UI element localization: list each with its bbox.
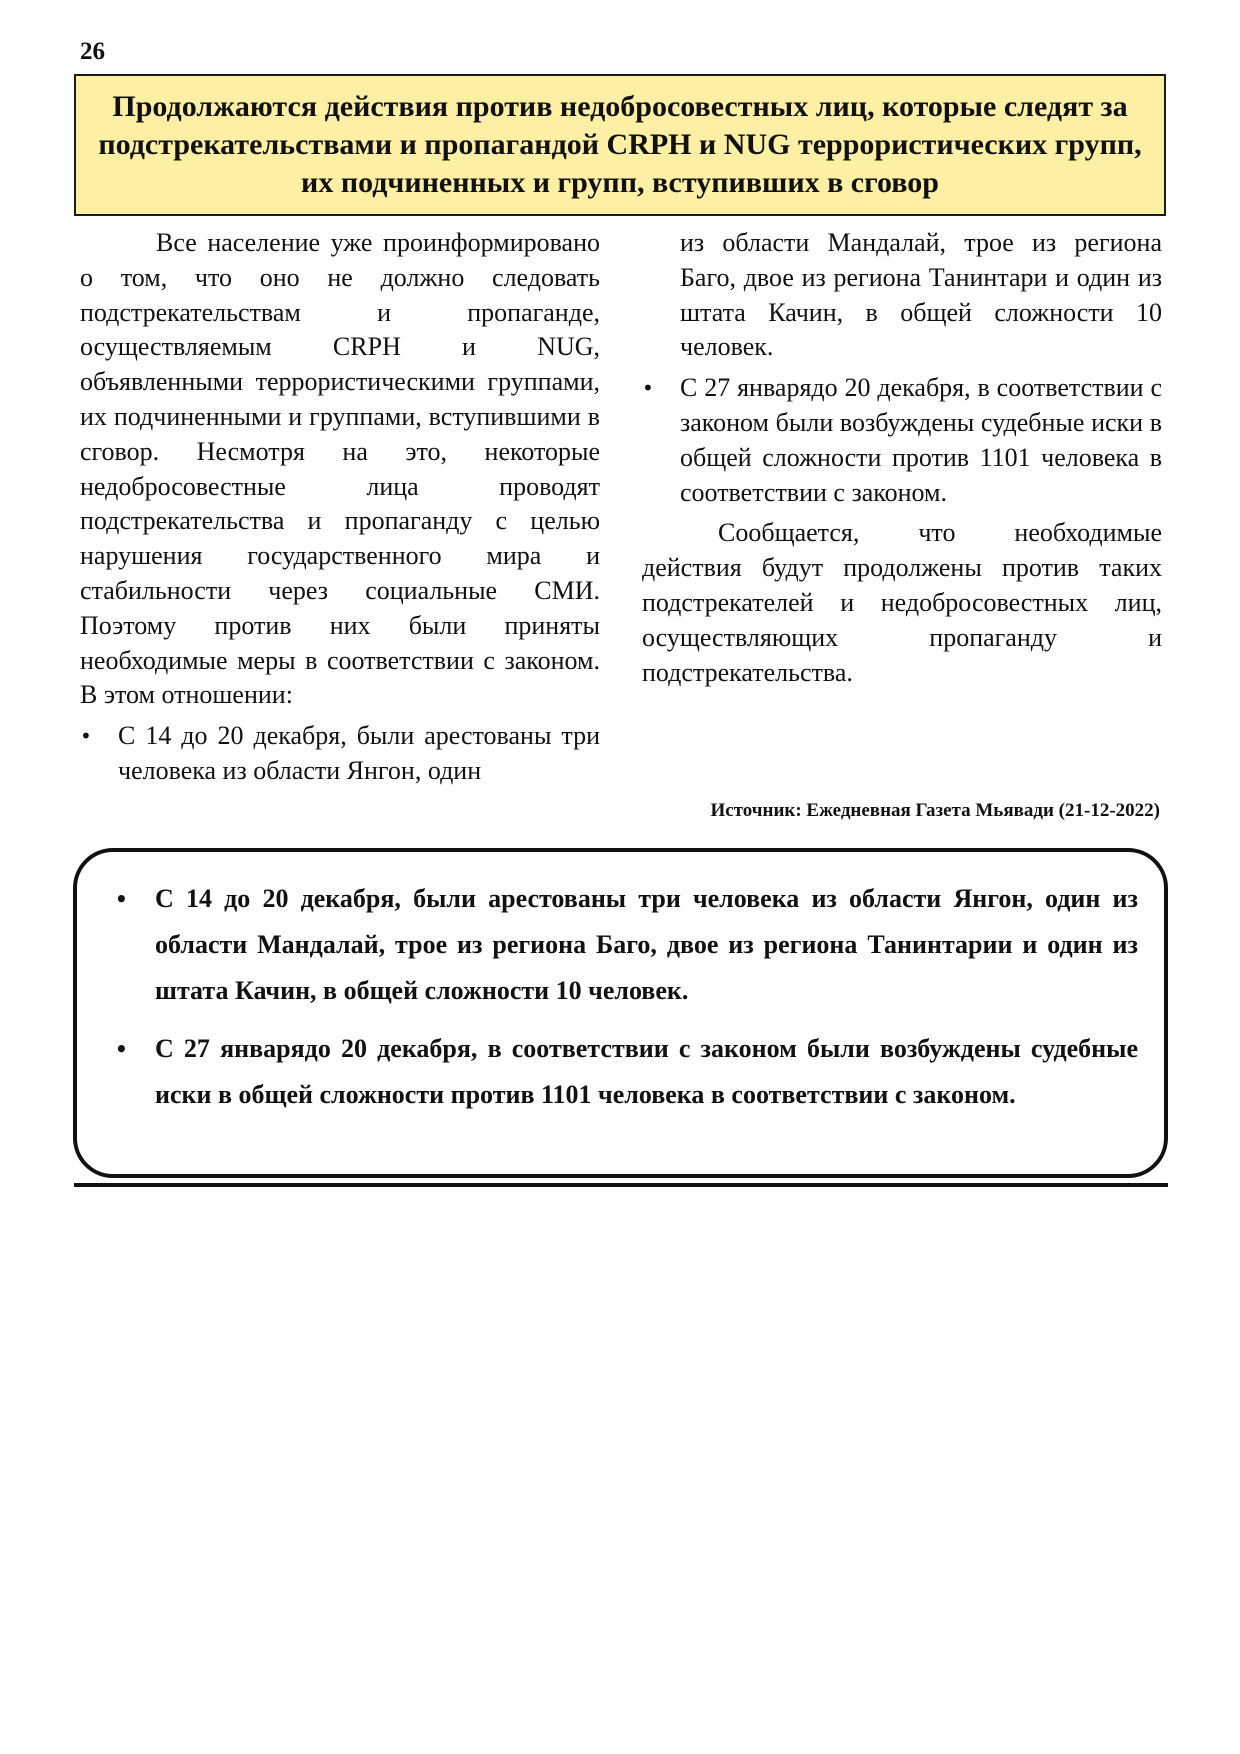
arrests-bullet-continued: из области Мандалай, трое из региона Баго, двое из региона Танинтари и один из штата Качин, в общей сложности 10 человек. (680, 228, 1162, 362)
bullet-icon: • (115, 887, 128, 911)
article-column-left (80, 226, 600, 789)
summary-item (99, 876, 1138, 1014)
summary-box (73, 848, 1168, 1178)
summary-item-text: С 14 до 20 декабря, были арестованы три человека из области Янгон, один из области Мандалай, трое из региона Баго, двое из региона Танинтарии и один из штата Качин, в общей сложности 10 человек. (155, 884, 1138, 1005)
closing-paragraph: Сообщается, что необходимые действия будут продолжены против таких подстрекателей и недобросовестных лиц, осуществляющих пропаганду и подстрекательства. (642, 518, 1162, 687)
arrests-bullet: • С 14 до 20 декабря, были арестованы три человека из области Янгон, один (80, 719, 600, 789)
bullet-icon: • (115, 1037, 128, 1061)
bottom-rule (74, 1183, 1168, 1187)
source-citation: Источник: Ежедневная Газета Мьявади (21-12-2022) (710, 800, 1160, 821)
page-number: 26 (80, 38, 105, 65)
intro-paragraph: Все население уже проинформировано о том, что оно не должно следовать подстрекательствам и пропаганде, осуществляемым CRPH и NUG, объявленными террористическими группами, их подчиненными и группами, вступившими в сговор. Несмотря на это, некоторые недобросовестные лица проводят подстрекательства и пропаганду с целью нарушения государственного мира и стабильности через социальные СМИ. Поэтому против них были приняты необходимые меры в соответствии с законом. В этом отношении: (80, 228, 600, 710)
headline: Продолжаются действия против недобросовестных лиц, которые следят за подстрекательствами и пропагандой CRPH и NUG террористических групп, их подчиненных и групп, вступивших в сговор (98, 90, 1142, 199)
summary-item (99, 1026, 1138, 1118)
summary-item-text: С 27 январядо 20 декабря, в соответствии с законом были возбуждены судебные иски в общей сложности против 1101 человека в соответствии с законом. (155, 1034, 1138, 1109)
lawsuits-bullet: • С 27 январядо 20 декабря, в соответствии с законом были возбуждены судебные иски в общей сложности против 1101 человека в соответствии с законом. (642, 371, 1162, 510)
headline-box (74, 74, 1166, 216)
article-column-right (642, 226, 1162, 690)
